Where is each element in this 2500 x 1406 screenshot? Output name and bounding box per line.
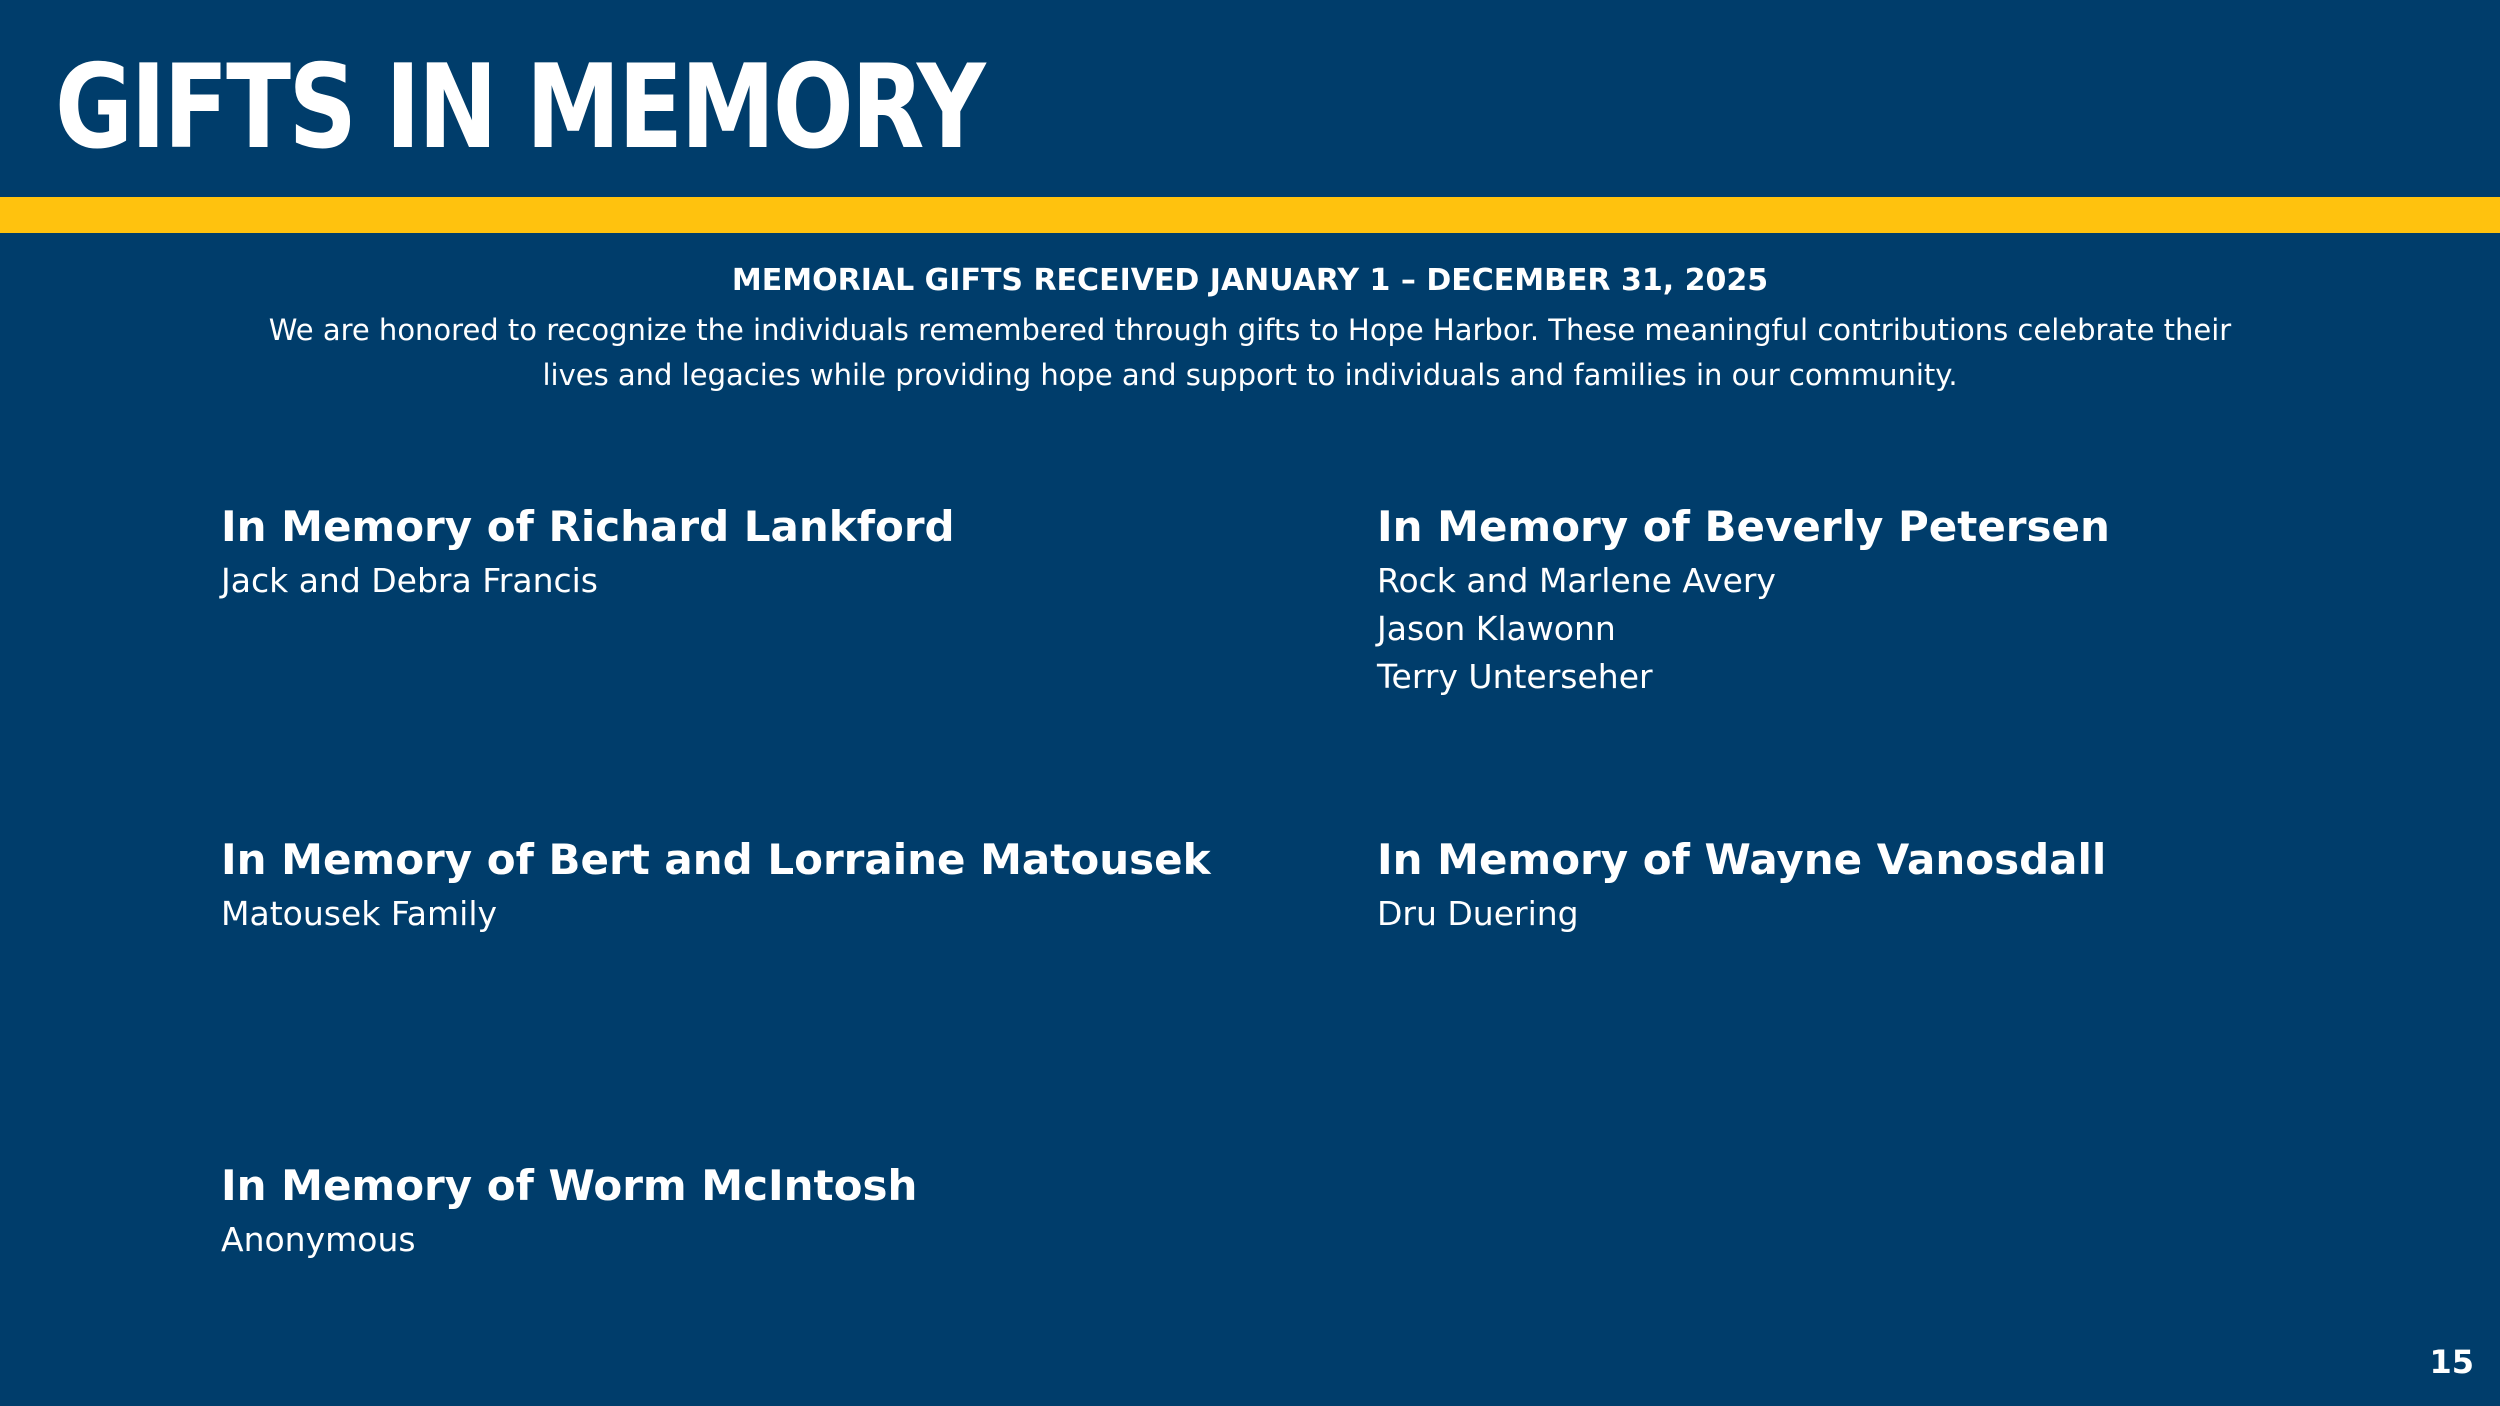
donor-list: [1377, 890, 2497, 938]
memorial-title: In Memory of Worm McIntosh: [221, 1161, 918, 1210]
donor-name: Anonymous: [221, 1220, 416, 1259]
intro-section: [0, 258, 2500, 398]
donor-name: Rock and Marlene Avery: [1377, 561, 1776, 600]
memorial-title: In Memory of Beverly Petersen: [1377, 502, 2110, 551]
page-number: 15: [2429, 1343, 2474, 1381]
donor-list: [221, 890, 1341, 938]
intro-heading: MEMORIAL GIFTS RECEIVED JANUARY 1 – DECEMBER 31, 2025: [731, 263, 1769, 298]
accent-bar: [0, 197, 2500, 233]
memorial-title: In Memory of Wayne Vanosdall: [1377, 835, 2107, 884]
donor-list: [221, 557, 1341, 605]
page-title: GIFTS IN MEMORY: [55, 40, 984, 175]
donor-name: Terry Unterseher: [1377, 657, 1653, 696]
memorial-worm-mcintosh: [221, 1156, 1341, 1264]
donor-name: Jason Klawonn: [1377, 609, 1616, 648]
memorial-richard-lankford: [221, 497, 1341, 605]
donor-name: Jack and Debra Francis: [221, 561, 599, 600]
intro-body: We are honored to recognize the individuals remembered through gifts to Hope Harbor. These meaningful contributions celebrate their lives and legacies while providing hope and support to individuals and families in our community.: [268, 313, 2232, 392]
memorial-beverly-petersen: [1377, 497, 2497, 701]
donor-name: Dru Duering: [1377, 894, 1579, 933]
memorial-bert-lorraine-matousek: [221, 830, 1341, 938]
donor-list: [221, 1216, 1341, 1264]
memorial-title: In Memory of Bert and Lorraine Matousek: [221, 835, 1211, 884]
memorial-wayne-vanosdall: [1377, 830, 2497, 938]
donor-list: [1377, 557, 2497, 701]
donor-name: Matousek Family: [221, 894, 498, 933]
memorial-title: In Memory of Richard Lankford: [221, 502, 955, 551]
